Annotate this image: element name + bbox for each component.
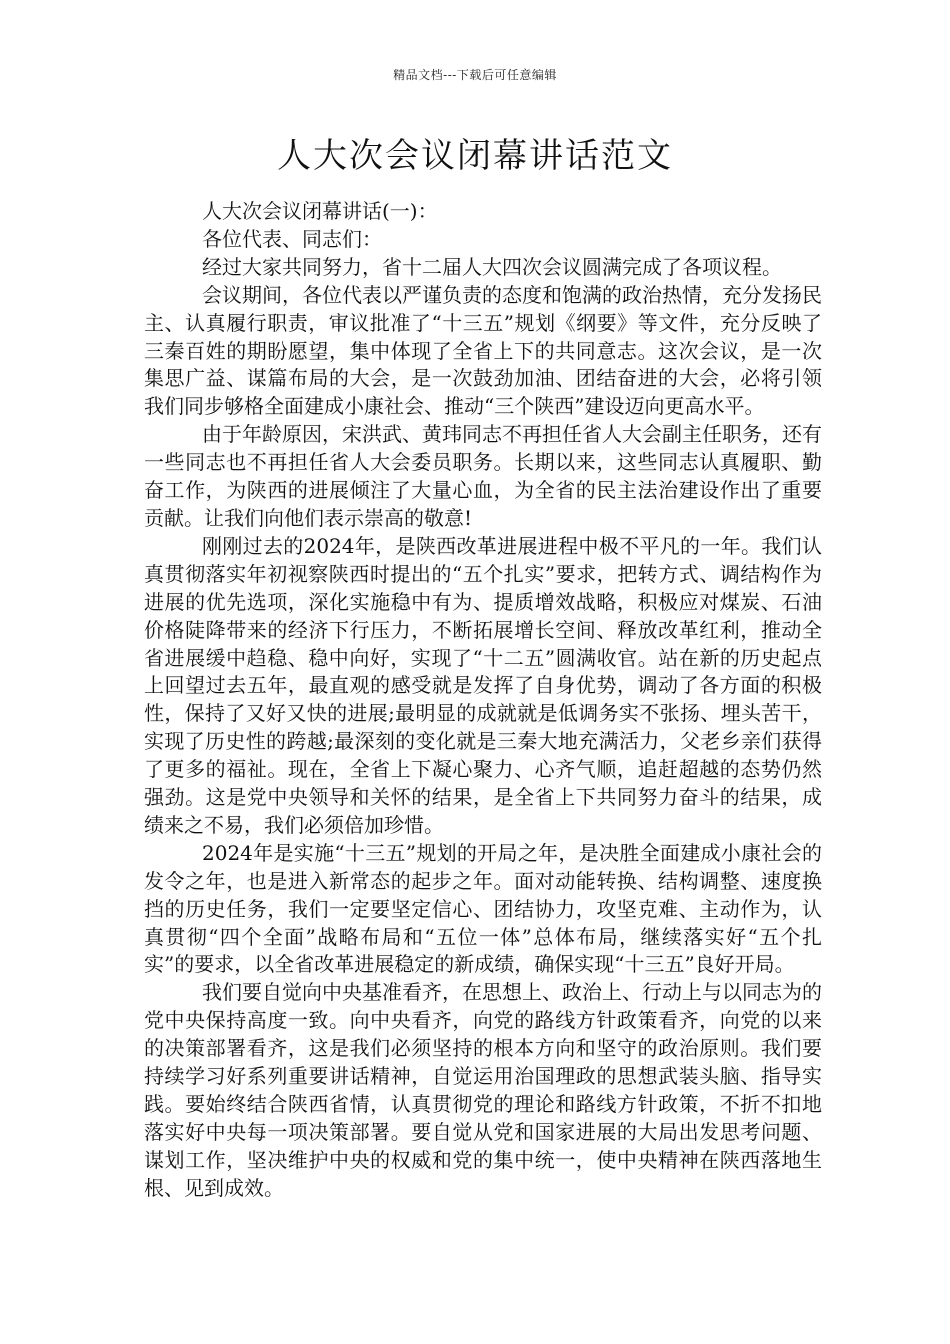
paragraph: 2024年是实施“十三五”规划的开局之年，是决胜全面建成小康社会的发令之年，也是进入新常态的起步之年。面对动能转换、结构调整、速度换挡的历史任务，我们一定要坚定信心、团结协力，攻坚克难、主动作为，认真贯彻“四个全面”战略布局和“五位一体”总体布局，继续落实好“五个扎实”的要求，以全省改革进展稳定的新成绩，确保实现“十三五”良好开局。 bbox=[144, 840, 822, 977]
document-body bbox=[144, 198, 822, 1203]
paragraph: 经过大家共同努力，省十二届人大四次会议圆满完成了各项议程。 bbox=[202, 254, 782, 279]
paragraph: 会议期间，各位代表以严谨负责的态度和饱满的政治热情，充分发扬民主、认真履行职责，审议批准了“十三五”规划《纲要》等文件，充分反映了三秦百姓的期盼愿望，集中体现了全省上下的共同意志。这次会议，是一次集思广益、谋篇布局的大会，是一次鼓劲加油、团结奋进的大会，必将引领我们同步够格全面建成小康社会、推动“三个陕西”建设迈向更高水平。 bbox=[144, 282, 822, 419]
paragraph-salutation: 各位代表、同志们： bbox=[202, 226, 382, 251]
paragraph-heading: 人大次会议闭幕讲话(一)： bbox=[202, 199, 438, 223]
page-header: 精品文档---下载后可任意编辑 bbox=[393, 68, 557, 82]
paragraph: 由于年龄原因，宋洪武、黄玮同志不再担任省人大会副主任职务，还有一些同志也不再担任省人大会委员职务。长期以来，这些同志认真履职、勤奋工作，为陕西的进展倾注了大量心血，为全省的民主法治建设作出了重要贡献。让我们向他们表示崇高的敬意! bbox=[144, 422, 822, 530]
paragraph: 我们要自觉向中央基准看齐，在思想上、政治上、行动上与以同志为的党中央保持高度一致。向中央看齐，向党的路线方针政策看齐，向党的以来的决策部署看齐，这是我们必须坚持的根本方向和坚守的政治原则。我们要持续学习好系列重要讲话精神，自觉运用治国理政的思想武装头脑、指导实践。要始终结合陕西省情，认真贯彻党的理论和路线方针政策，不折不扣地落实好中央每一项决策部署。要自觉从党和国家进展的大局出发思考问题、谋划工作，坚决维护中央的权威和党的集中统一，使中央精神在陕西落地生根、见到成效。 bbox=[144, 980, 822, 1200]
paragraph: 刚刚过去的2024年，是陕西改革进展进程中极不平凡的一年。我们认真贯彻落实年初视察陕西时提出的“五个扎实”要求，把转方式、调结构作为进展的优先选项，深化实施稳中有为、提质增效战略，积极应对煤炭、石油价格陡降带来的经济下行压力，不断拓展增长空间、释放改革红利，推动全省进展缓中趋稳、稳中向好，实现了“十二五”圆满收官。站在新的历史起点上回望过去五年，最直观的感受就是发挥了自身优势，调动了各方面的积极性，保持了又好又快的进展;最明显的成就就是低调务实不张扬、埋头苦干，实现了历史性的跨越;最深刻的变化就是三秦大地充满活力，父老乡亲们获得了更多的福祉。现在，全省上下凝心聚力、心齐气顺，追赶超越的态势仍然强劲。这是党中央领导和关怀的结果，是全省上下共同努力奋斗的结果，成绩来之不易，我们必须倍加珍惜。 bbox=[144, 533, 822, 837]
document-title: 人大次会议闭幕讲话范文 bbox=[277, 136, 673, 176]
